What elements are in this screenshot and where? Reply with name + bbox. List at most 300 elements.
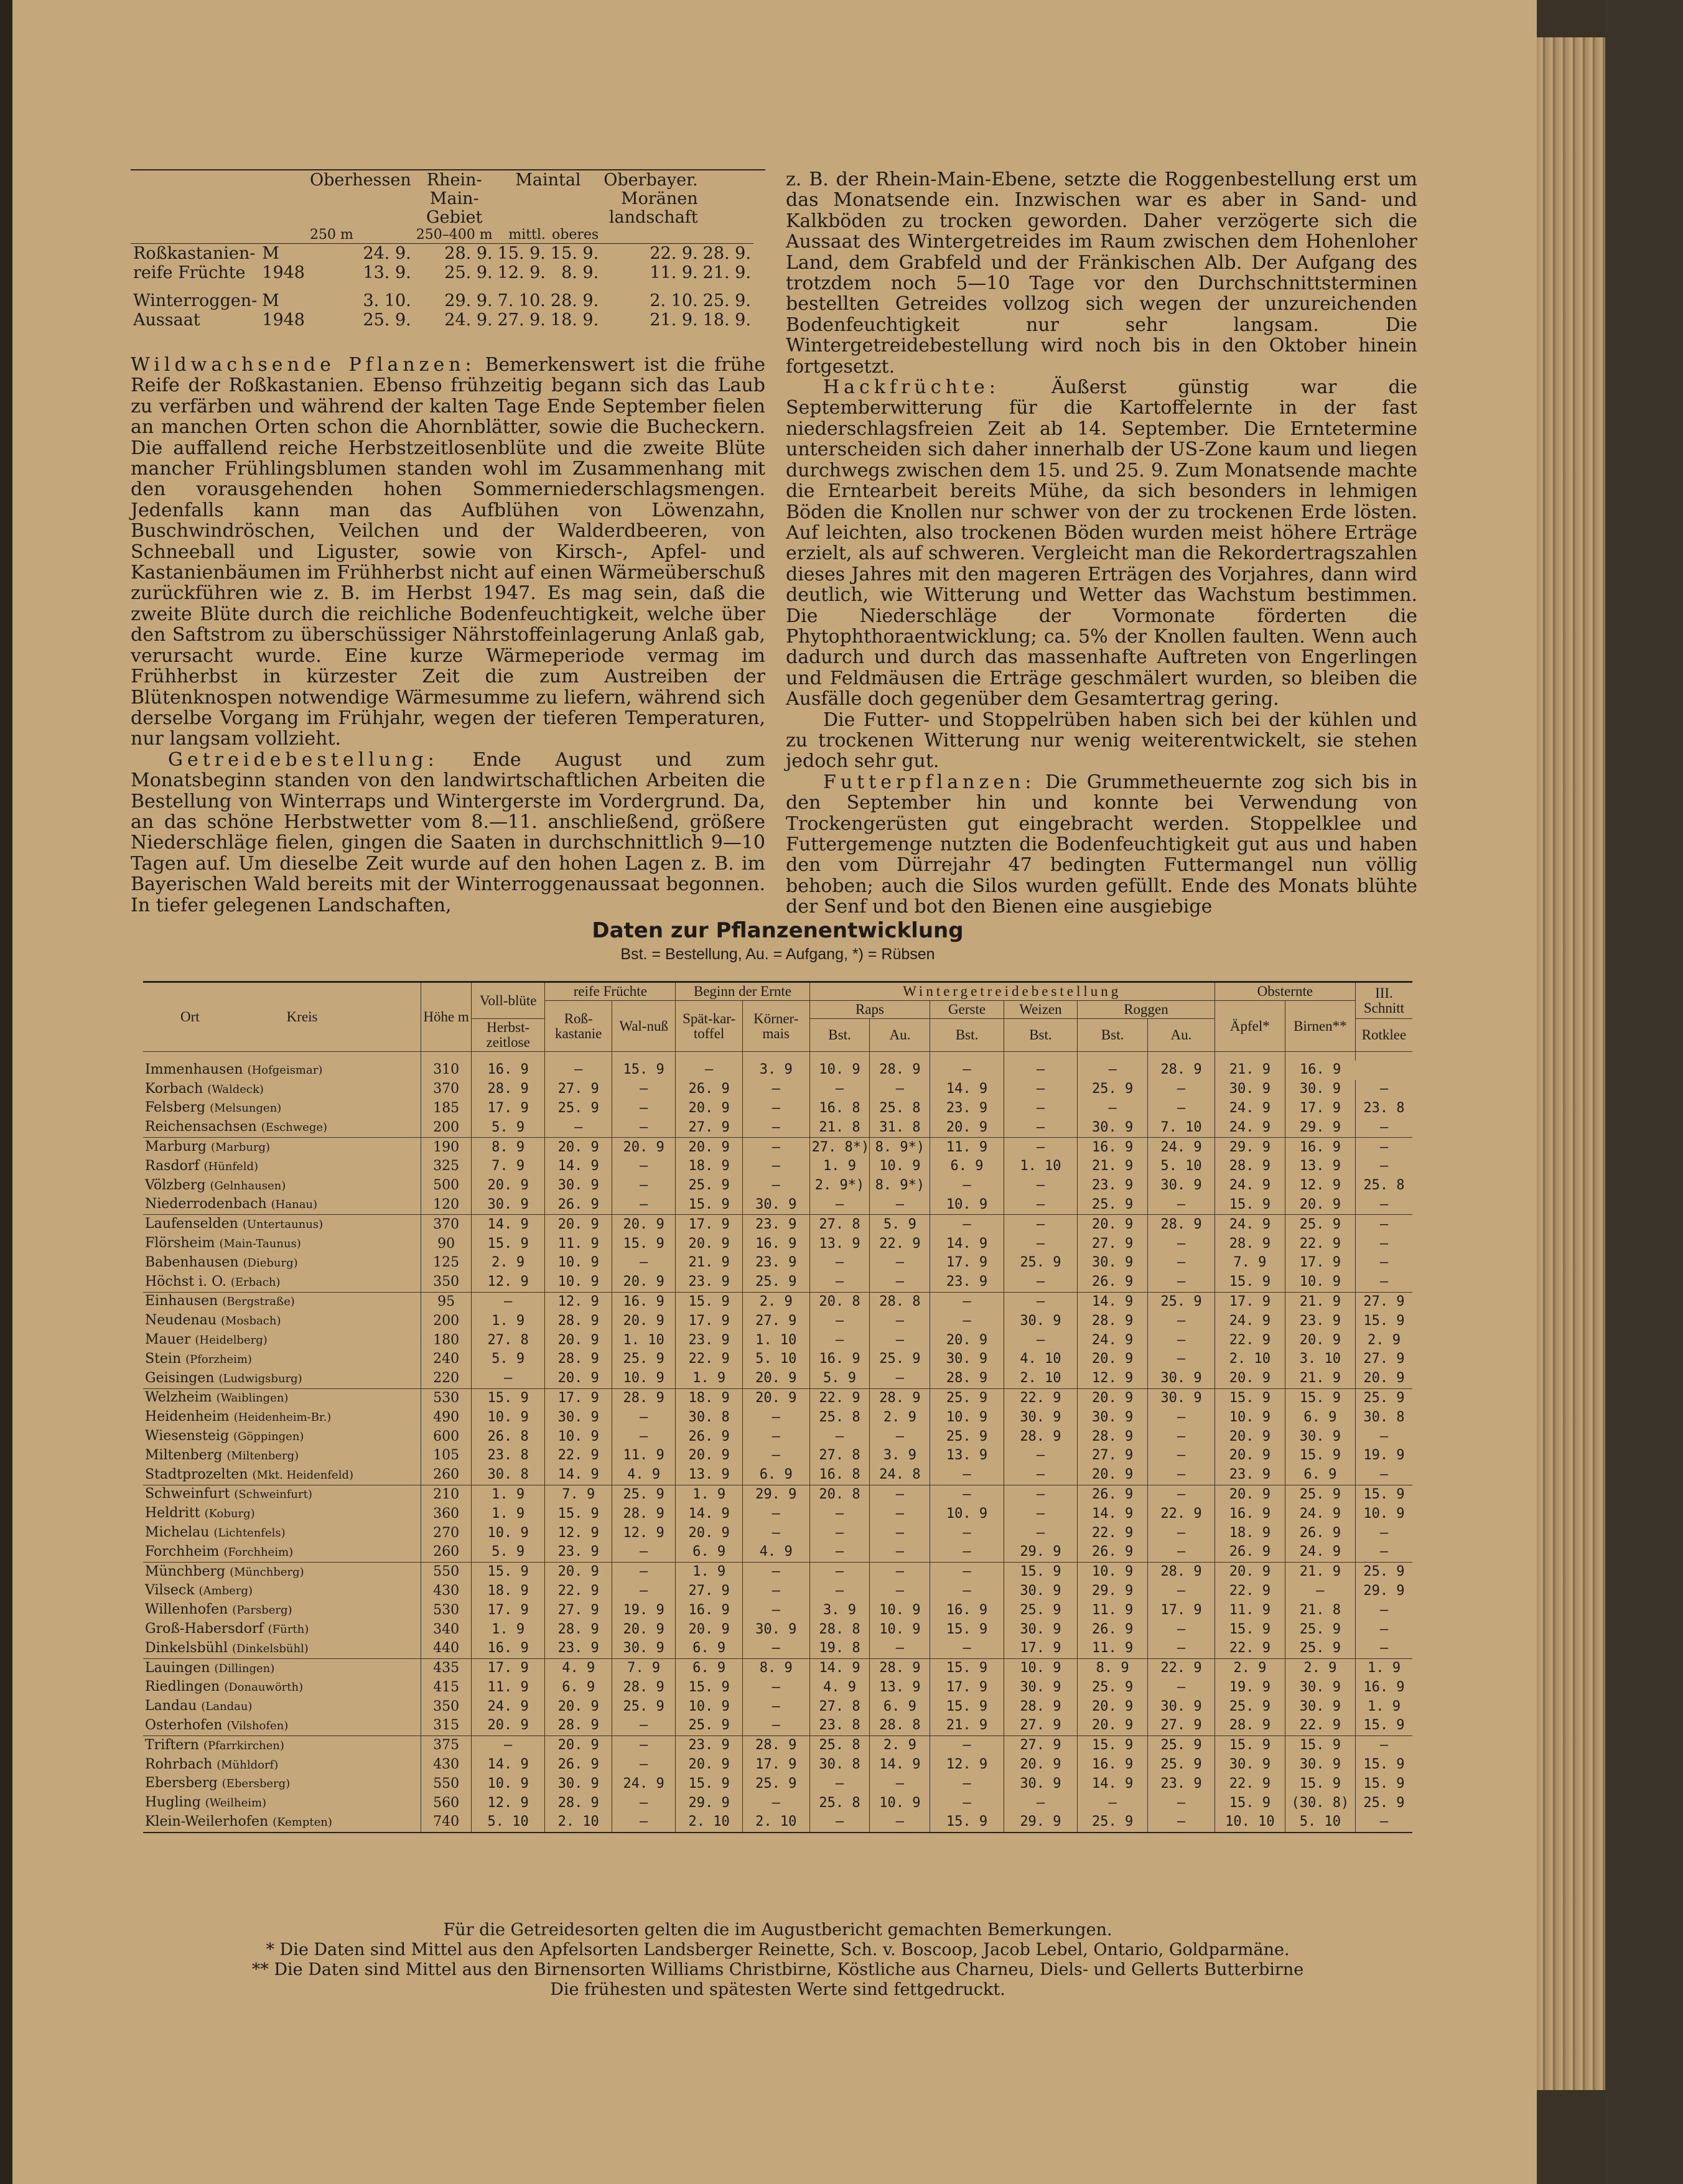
date-cell: 21. 9 [676,1253,743,1273]
date-cell: — [809,1331,870,1350]
date-cell: 28. 9 [1148,1562,1215,1581]
cell: 3. 10. [363,291,411,310]
table-row [143,1234,1412,1253]
date-cell: 10. 9 [1078,1562,1148,1581]
date-cell: 5. 9 [471,1118,544,1137]
date-cell: 3. 9 [809,1601,870,1620]
date-cell: — [742,1601,809,1620]
date-cell: 2. 9*) [809,1176,870,1196]
table-row [143,1774,1412,1793]
ort-name: Ebersberg [145,1775,218,1791]
date-cell: 25. 9 [1214,1697,1285,1716]
kreis-name: (Dieburg) [243,1256,298,1270]
date-cell: 16. 9 [1285,1138,1355,1157]
place-cell [143,1350,421,1369]
header-ort: Ort [180,1009,200,1025]
kreis-name: (Kempten) [273,1815,332,1829]
table-row [143,1678,1412,1698]
ort-name: Lauingen [145,1660,210,1676]
header-kreis: Kreis [286,1009,318,1025]
date-cell: 20. 9 [676,1099,743,1118]
date-cell: 16. 8 [809,1466,870,1485]
table-row [143,1813,1412,1833]
place-cell [143,1543,421,1562]
spacer-cell [742,1052,809,1061]
date-cell: 24. 9 [471,1697,544,1716]
place-cell [143,1311,421,1331]
ort-name: Neudenau [145,1313,217,1329]
hohe-cell: 550 [421,1774,472,1793]
date-cell: 25. 9 [870,1350,930,1369]
date-cell: 25. 9 [742,1774,809,1793]
hohe-cell: 90 [421,1234,472,1253]
date-cell: 30. 9 [1148,1369,1215,1388]
date-cell: 16. 9 [471,1061,544,1080]
table-row [143,1061,1412,1080]
row-key: M [262,291,279,310]
date-cell: — [870,1253,930,1273]
date-cell: 25. 9 [930,1427,1004,1446]
date-cell: 20. 9 [930,1118,1004,1137]
date-cell: — [1355,1138,1412,1157]
ort-name: Flörsheim [145,1235,215,1252]
header-gerste: Gerste [930,1001,1004,1019]
date-cell: — [870,1813,930,1833]
ort-name: Babenhausen [145,1254,239,1270]
row-label: Aussaat [133,310,200,330]
cell: 2. 10. [650,291,698,310]
header-roggen-au: Au. [1148,1019,1215,1052]
date-cell: — [1355,1118,1412,1137]
date-cell: 26. 9 [676,1427,743,1446]
date-cell: — [1148,1331,1215,1350]
date-cell: 8. 9*) [870,1138,930,1157]
date-cell: — [930,1485,1004,1504]
table-row [143,1427,1412,1446]
kreis-name: (Eschwege) [261,1121,328,1135]
date-cell: — [545,1061,612,1080]
date-cell: 1. 9 [676,1369,743,1388]
date-cell: — [930,1543,1004,1562]
kreis-name: (Parsberg) [232,1604,292,1617]
date-cell: — [1004,1138,1077,1157]
date-cell: 25. 8 [870,1099,930,1118]
date-cell: 18. 9 [1214,1523,1285,1543]
cell: 11. 9. [650,263,698,282]
row-key: M [262,244,279,263]
date-cell: 23. 8 [809,1716,870,1736]
date-cell: — [870,1485,930,1504]
date-cell: 15. 9 [676,1196,743,1215]
date-cell: 5. 10 [1148,1157,1215,1176]
date-cell: 30. 9 [545,1408,612,1427]
date-cell: 28. 9 [545,1793,612,1813]
date-cell: 20. 9 [1078,1466,1148,1485]
date-cell: 12. 9 [1078,1369,1148,1388]
spacer-cell [1078,1052,1148,1061]
date-cell: 7. 10 [1148,1118,1215,1137]
date-cell: — [612,1196,676,1215]
hohe-cell: 125 [421,1253,472,1273]
section-heading: Getreidebestellung: [168,748,439,771]
date-cell: 23. 8 [1355,1099,1412,1118]
date-cell: 30. 9 [1004,1408,1077,1427]
date-cell: 20. 9 [471,1176,544,1196]
date-cell: 28. 9 [870,1388,930,1408]
date-cell: 25. 9 [1148,1292,1215,1311]
date-cell: 22. 9 [809,1388,870,1408]
date-cell: 14. 9 [809,1658,870,1678]
date-cell: 15. 9 [471,1562,544,1581]
date-cell: 11. 9 [471,1678,544,1698]
date-cell: 5. 9 [870,1215,930,1234]
section-heading: Hackfrüchte: [823,376,1000,399]
paragraph-text: Äußerst günstig war die Septemberwitterung für die Kartoffelernte in der fast niederschlagsfreien Zeit ab 14. September. Die Erntetermine unterscheiden sich daher innerhalb der US-Zone kaum und liegen durchwegs zwischen dem 15. und 25. 9. Zum Monatsende machte die Erntearbeit bereits Mühe, da sich besonders in lehmigen Böden die Knollen nur schwer von der zu trockenen Erde lösten. Auf leichten, also trockenen Böden wurden meist höhere Erträge erzielt, als auf schweren. Vergleicht man die Rekordertragszahlen dieses Jahres mit den mageren Erträgen des Vorjahres, dann wird deutlich, wie Witterung und Wetter das Wachstum bestimmen. Die Niederschläge der Vormonate förderten die Phytophthoraentwicklung; ca. 5% der Knollen faulten. Wenn auch dadurch und durch das massenhafte Auftreten von Engerlingen und Feldmäusen die Erträge geschmälert wurden, so bleiben die Ausfälle doch gegenüber dem Gesamtertrag gering. [786,376,1417,710]
date-cell: 27. 9 [1004,1716,1077,1736]
ort-name: Rohrbach [145,1756,213,1772]
date-cell: 6. 9 [742,1466,809,1485]
right-text-column [786,169,1417,918]
date-cell: — [612,1543,676,1562]
header-weizen: Weizen [1004,1001,1077,1019]
date-cell: 11. 9 [612,1446,676,1466]
place-cell [143,1813,421,1833]
date-cell: 16. 9 [1355,1678,1412,1698]
date-cell: 29. 9 [676,1793,743,1813]
ort-name: Niederrodenbach [145,1196,267,1212]
table-row [143,1446,1412,1466]
table-row [131,282,753,310]
date-cell: 2. 10 [1214,1350,1285,1369]
table-row [143,1582,1412,1601]
ort-name: Klein-Weilerhofen [145,1813,269,1829]
date-cell: — [809,1196,870,1215]
date-cell: 15. 9 [1285,1388,1355,1408]
place-cell [143,1099,421,1118]
hohe-cell: 210 [421,1485,472,1504]
date-cell: — [1004,1176,1077,1196]
kreis-name: (Melsungen) [210,1102,282,1115]
kreis-name: (Dinkelsbühl) [231,1642,309,1655]
date-cell: — [1148,1543,1215,1562]
date-cell: 23. 9 [676,1736,743,1755]
date-cell: 20. 9 [676,1138,743,1157]
date-cell: 17. 9 [471,1601,544,1620]
date-cell: — [1355,1196,1412,1215]
place-cell [143,1736,421,1755]
date-cell: 15. 9 [1355,1755,1412,1775]
date-cell: 10. 9 [471,1774,544,1793]
kreis-name: (Dillingen) [214,1661,275,1675]
date-cell: 10. 9 [1285,1273,1355,1292]
date-cell: 30. 9 [471,1196,544,1215]
hohe-cell: 430 [421,1582,472,1601]
date-cell: 25. 8 [1355,1176,1412,1196]
place-cell [143,1658,421,1678]
date-cell: — [612,1157,676,1176]
date-cell: 21. 9 [1285,1562,1355,1581]
ort-name: Stein [145,1350,182,1367]
date-cell: — [1285,1582,1355,1601]
date-cell: — [870,1427,930,1446]
paragraph-text: Bemerkenswert ist die frühe Reife der Roßkastanien. Ebenso frühzeitig begann sich das Laub zu verfärben und während der kalten Tage Ende September fielen an manchen Orten schon die Ahornblätter, sowie die Bucheckern. Die auffallend reiche Herbstzeitlosenblüte und die zweite Blüte mancher Frühlingsblumen standen wohl im Zusammenhang mit den vorausgehenden hohen Sommerniederschlagsmengen. Jedenfalls kann man das Aufblühen von Löwenzahn, Buschwindröschen, Veilchen und der Walderdbeeren, von Schneeball und Liguster, sowie von Kirsch-, Apfel- und Kastanienbäumen im Frühherbst nicht auf einen Wärmeüberschuß zurückführen wie z. B. im Herbst 1947. Es mag sein, daß die zweite Blüte durch die reichliche Bodenfeuchtigkeit, welche über den Saftstrom zu überschüssiger Nährstoffeinlagerung Anlaß gab, verursacht wurde. Eine kurze Wärmeperiode vermag im Frühherbst in kürzester Zeit die zum Austreiben der Blütenknospen notwendige Wärmesumme zu liefern, während sich derselbe Vorgang im Frühjahr, wegen der tieferen Temperaturen, nur langsam vollzieht. [131,354,765,750]
date-cell: 28. 9 [1214,1716,1285,1736]
date-cell: 21. 9 [1214,1061,1285,1080]
date-cell: 21. 9 [1285,1369,1355,1388]
ort-name: Heldritt [145,1505,200,1522]
place-cell [143,1793,421,1813]
date-cell: 26. 9 [545,1755,612,1775]
date-cell: 26. 9 [1078,1543,1148,1562]
hohe-cell: 185 [421,1099,472,1118]
date-cell: 2. 10 [742,1813,809,1833]
date-cell: — [742,1427,809,1446]
ort-name: Felsberg [145,1100,206,1116]
date-cell: — [1355,1273,1412,1292]
table-row [143,1388,1412,1408]
table-row [143,1176,1412,1196]
date-cell: 15. 9 [1214,1793,1285,1813]
hohe-cell: 530 [421,1388,472,1408]
hohe-cell: 370 [421,1080,472,1099]
date-cell: — [870,1582,930,1601]
date-cell: 20. 9 [1004,1755,1077,1775]
row-label: Winterroggen- [133,291,258,310]
date-cell: — [1355,1523,1412,1543]
kreis-name: (Heidelberg) [195,1334,268,1347]
date-cell: — [612,1813,676,1833]
date-cell: — [1148,1582,1215,1601]
date-cell: 22. 9 [1078,1523,1148,1543]
date-cell: — [809,1504,870,1523]
date-cell: 25. 8 [809,1408,870,1427]
kreis-name: (Pfarrkirchen) [203,1739,284,1752]
date-cell: 14. 9 [930,1080,1004,1099]
kreis-name: (Lichtenfels) [213,1526,286,1540]
date-cell: — [471,1736,544,1755]
date-cell: 6. 9 [930,1157,1004,1176]
date-cell: — [742,1523,809,1543]
date-cell: 27. 8 [809,1215,870,1234]
ort-name: Dinkelsbühl [145,1640,228,1656]
date-cell: 7. 9 [1214,1253,1285,1273]
header-oberhessen: Oberhessen [309,170,411,190]
date-cell: 28. 9 [612,1504,676,1523]
header-raps: Raps [809,1001,930,1019]
hohe-cell: 310 [421,1061,472,1080]
date-cell: — [870,1562,930,1581]
date-cell: 10. 9 [870,1157,930,1176]
date-cell: — [870,1639,930,1658]
date-cell: 20. 9 [612,1215,676,1234]
date-cell: — [1148,1620,1215,1639]
paragraph-turnips: Die Futter- und Stoppelrüben haben sich bei der kühlen und zu trockenen Witterung nur wenig weiterentwickelt, sie stehen jedoch sehr gut. [786,709,1417,773]
date-cell: 3. 9 [742,1061,809,1080]
date-cell: 8. 9*) [870,1176,930,1196]
kreis-name: (Mosbach) [221,1314,281,1328]
date-cell: 20. 9 [1214,1562,1285,1581]
hohe-cell: 415 [421,1678,472,1698]
table-row [143,1485,1412,1504]
header-schnitt: III. Schnitt [1355,982,1412,1019]
ort-name: Osterhofen [145,1717,223,1733]
table-row [143,1215,1412,1234]
date-cell: 30. 9 [1004,1678,1077,1698]
date-cell: 15. 9 [1214,1273,1285,1292]
date-cell: 17. 9 [1214,1292,1285,1311]
date-cell: 21. 8 [1285,1601,1355,1620]
date-cell: — [612,1080,676,1099]
place-cell [143,1678,421,1698]
date-cell: 3. 9 [870,1446,930,1466]
date-cell: 14. 9 [471,1215,544,1234]
cell: 21. 9. [650,310,698,330]
date-cell: 26. 9 [676,1080,743,1099]
date-cell: 12. 9 [930,1755,1004,1775]
date-cell: 25. 9 [1355,1793,1412,1813]
date-cell: 13. 9 [809,1234,870,1253]
date-cell: 27. 9 [1078,1234,1148,1253]
ort-name: Heidenheim [145,1409,230,1425]
date-cell: 1. 9 [1355,1658,1412,1678]
date-cell: 31. 8 [870,1118,930,1137]
header-rhein-main: Rhein-Main-Gebiet [426,170,483,227]
date-cell: — [612,1427,676,1446]
date-cell: — [1004,1446,1077,1466]
place-cell [143,1215,421,1234]
kreis-name: (Miltenberg) [226,1449,299,1462]
date-cell: 30. 9 [1285,1755,1355,1775]
date-cell: — [1004,1292,1077,1311]
date-cell: 23. 9 [545,1639,612,1658]
date-cell: 12. 9 [545,1523,612,1543]
date-cell: 25. 9 [1078,1080,1148,1099]
date-cell: 28. 9 [545,1716,612,1736]
date-cell: — [1355,1215,1412,1234]
date-cell: — [612,1176,676,1196]
kreis-name: (Hünfeld) [203,1159,258,1173]
date-cell: 16. 9 [471,1639,544,1658]
date-cell: 20. 9 [1355,1369,1412,1388]
document-page [12,0,1537,2184]
date-cell: 24. 9 [1285,1504,1355,1523]
date-cell: — [1004,1523,1077,1543]
date-cell: — [930,1311,1004,1331]
date-cell: 30. 9 [1148,1176,1215,1196]
kreis-name: (Hanau) [271,1198,318,1212]
date-cell: 10. 9 [870,1793,930,1813]
date-cell: — [612,1253,676,1273]
date-cell: — [870,1774,930,1793]
table-row [143,1138,1412,1157]
date-cell: 28. 9 [545,1311,612,1331]
date-cell: 23. 9 [676,1331,743,1350]
ort-name: Einhausen [145,1293,218,1309]
date-cell: — [1355,1543,1412,1562]
kreis-name: (Weilheim) [205,1796,267,1810]
date-cell: 26. 9 [1214,1543,1285,1562]
date-cell: 4. 9 [809,1678,870,1698]
date-cell: 12. 9 [1285,1176,1355,1196]
date-cell: 25. 9 [1078,1678,1148,1698]
date-cell: 30. 9 [1078,1408,1148,1427]
date-cell: 24. 8 [870,1466,930,1485]
date-cell: 28. 9 [870,1061,930,1080]
table-row [143,1331,1412,1350]
date-cell: — [870,1273,930,1292]
date-cell: — [1148,1466,1215,1485]
date-cell: 22. 9 [870,1234,930,1253]
date-cell: 11. 9 [1214,1601,1285,1620]
footnote: ** Die Daten sind Mittel aus den Birnensorten Williams Christbirne, Köstliche aus Charneu, Diels- und Gellerts Butterbirne [251,1960,1304,1979]
table-row [143,1697,1412,1716]
date-cell: — [612,1099,676,1118]
kreis-name: (Pforzheim) [185,1352,252,1366]
place-cell [143,1755,421,1775]
date-cell: 22. 9 [1285,1234,1355,1253]
table-row [143,1292,1412,1311]
cell: 15. 9. [497,244,546,263]
date-cell: — [612,1793,676,1813]
hohe-cell: 600 [421,1427,472,1446]
table-row [143,1350,1412,1369]
date-cell: 14. 9 [545,1466,612,1485]
date-cell: 25. 9 [676,1716,743,1736]
date-cell: — [870,1196,930,1215]
kreis-name: (Hofgeismar) [247,1063,323,1077]
date-cell: 21. 8 [809,1118,870,1137]
kreis-name: (Bergstraße) [222,1295,295,1309]
date-cell: 19. 9 [1355,1446,1412,1466]
header-apfel: Äpfel* [1214,1001,1285,1052]
date-cell: 28. 9 [612,1388,676,1408]
book-gutter [0,0,12,2184]
date-cell: 17. 9 [742,1755,809,1775]
footnote: Die frühesten und spätesten Werte sind fettgedruckt. [550,1980,1005,1999]
date-cell: 16. 9 [742,1234,809,1253]
table-row [143,1658,1412,1678]
date-cell: 6. 9 [870,1697,930,1716]
date-cell: — [1355,1639,1412,1658]
date-cell: 22. 9 [1004,1388,1077,1408]
date-cell: — [930,1215,1004,1234]
date-cell: — [809,1427,870,1446]
date-cell: 30. 9 [1148,1697,1215,1716]
date-cell: 20. 9 [612,1138,676,1157]
date-cell: 25. 9 [1148,1755,1215,1775]
paragraph-text: Ende August und zum Monatsbeginn standen von den landwirtschaftlichen Arbeiten die Bestellung von Winterraps und Wintergerste im Vordergrund. Da, an das schöne Herbstwetter vom 8.—11. anschließend, größere Niederschläge fielen, gingen die Saaten in durchschnittlich 9—10 Tagen auf. Um dieselbe Zeit wurde auf den hohen Lagen z. B. im Bayerischen Wald bereits mit der Winterroggenaussaat begonnen. In tiefer gelegenen Landschaften, [131,748,766,916]
date-cell: — [930,1774,1004,1793]
header-raps-bst: Bst. [809,1019,870,1052]
date-cell: 18. 9 [676,1157,743,1176]
header-birnen: Birnen** [1285,1001,1355,1052]
date-cell: 27. 8 [809,1446,870,1466]
date-cell: — [612,1736,676,1755]
date-cell: 10. 9 [545,1253,612,1273]
date-cell: — [1148,1253,1215,1273]
date-cell: 3. 10 [1285,1350,1355,1369]
date-cell: 30. 9 [1214,1755,1285,1775]
date-cell: — [742,1157,809,1176]
date-cell: 14. 9 [1078,1292,1148,1311]
date-cell: — [930,1523,1004,1543]
kreis-name: (Fürth) [268,1623,309,1636]
date-cell: 25. 9 [1285,1639,1355,1658]
date-cell: 14. 9 [930,1234,1004,1253]
date-cell: 22. 9 [676,1350,743,1369]
date-cell: 15. 9 [612,1234,676,1253]
date-cell: 15. 9 [930,1620,1004,1639]
